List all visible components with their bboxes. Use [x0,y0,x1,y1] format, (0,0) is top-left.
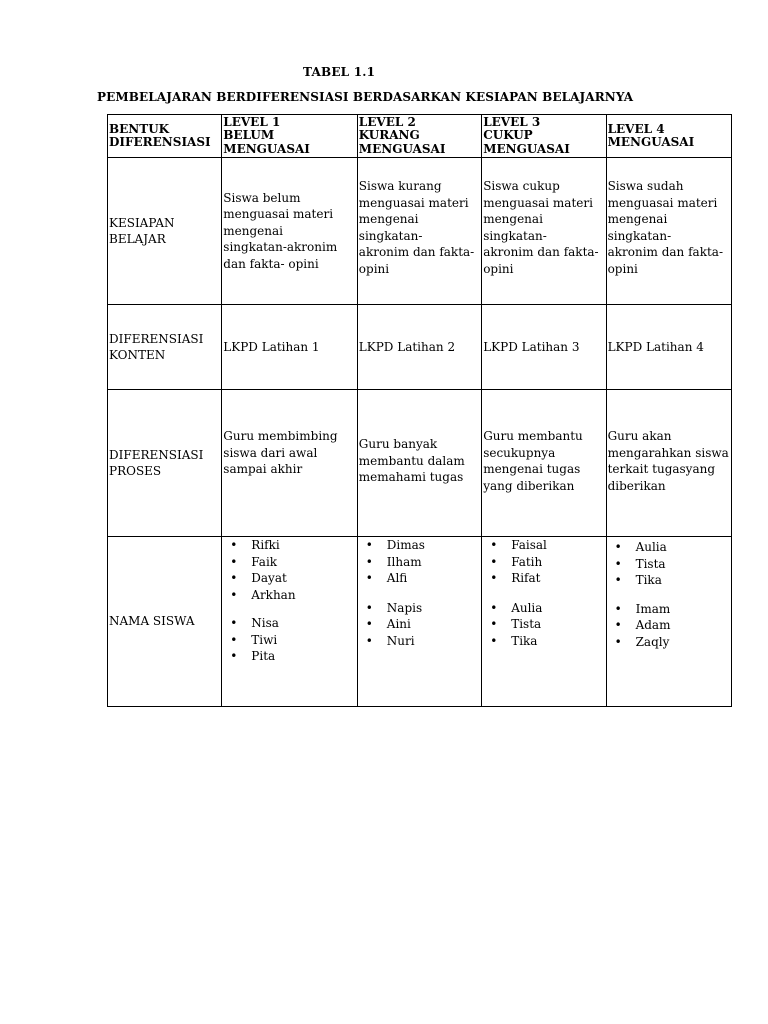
list-item: • Nuri [387,633,480,650]
list-item: • Tista [636,556,730,573]
student-list [359,537,480,587]
cell-proses-level-2 [357,390,481,537]
list-item: • Aulia [511,600,604,617]
row-label-proses [108,390,222,537]
cell-line: LKPD Latihan 4 [607,339,704,354]
header-level-3 [482,115,606,158]
cell-line: opini [607,261,638,276]
list-item: • Ilham [387,554,480,571]
cell-nama-level-1 [222,537,358,707]
header-level-1 [222,115,358,158]
cell-line: menguasai materi [607,195,718,210]
cell-line: menguasai materi [483,195,593,210]
header-text: MENGUASAI [483,141,570,156]
cell-line: LKPD Latihan 1 [223,339,320,354]
cell-line: akronim dan fakta- [358,245,475,259]
cell-line: diberikan [607,478,666,493]
student-list [223,537,356,603]
row-label-kesiapan [108,158,222,305]
cell-line: terkait tugasyang [607,462,716,476]
student-list [608,539,730,589]
cell-kesiapan-level-4 [606,158,731,305]
cell-line: mengenai tugas [483,462,581,476]
cell-line: Guru banyak [358,437,438,451]
list-item: • Rifat [511,570,604,587]
cell-line: sampai akhir [223,462,303,476]
header-text: CUKUP [483,128,533,143]
cell-line: memahami tugas [358,470,464,484]
student-list [608,601,730,651]
cell-line: akronim dan fakta- [607,245,724,259]
cell-kesiapan-level-1 [222,158,358,305]
cell-line: yang diberikan [483,478,575,493]
cell-line: Guru akan [607,429,672,443]
list-item: • Faik [251,554,356,571]
header-text: MENGUASAI [358,141,446,156]
cell-line: singkatan-akronim [223,240,338,255]
cell-line: mengenai [607,212,668,226]
cell-line: siswa dari awal [223,445,318,460]
cell-line: Siswa sudah [607,179,684,193]
row-label-text: KONTEN [109,348,166,362]
cell-line: mengarahkan siswa [607,445,729,460]
cell-nama-level-2 [357,537,481,707]
list-item: • Faisal [511,537,604,554]
list-item: • Adam [636,617,730,634]
table-title: TABEL 1.1 [303,65,376,79]
header-bentuk-diferensiasi [108,115,222,158]
list-item: • Napis [387,600,480,617]
cell-line: singkatan- [358,228,423,243]
header-text: LEVEL 2 [358,114,416,129]
cell-line: secukupnya [483,445,556,460]
header-text: BENTUK [109,121,170,136]
header-text: DIFERENSIASI [109,135,211,149]
list-item: • Rifki [251,537,356,554]
cell-line: singkatan- [607,228,672,243]
list-item: • Tista [511,616,604,633]
cell-nama-level-3 [482,537,606,707]
cell-line: Siswa belum [223,190,301,205]
cell-konten-level-4 [606,305,731,390]
list-item: • Dimas [387,537,480,554]
list-item: • Alfi [387,570,480,587]
cell-nama-level-4 [606,537,731,707]
list-item: • Dayat [251,570,356,587]
header-text: LEVEL 1 [223,114,281,129]
cell-line: Guru membimbing [223,429,338,443]
table-subtitle: PEMBELAJARAN BERDIFERENSIASI BERDASARKAN KESIAPAN BELAJARNYA [97,90,634,104]
header-text: LEVEL 3 [483,114,541,129]
list-item: • Arkhan [251,587,356,604]
cell-line: opini [483,261,514,276]
cell-line: mengenai [223,223,283,238]
list-item: • Fatih [511,554,604,571]
student-list [223,615,356,665]
row-nama-siswa [108,537,732,707]
row-label-text: DIFERENSIASI [109,447,204,462]
row-label-text: KESIAPAN [109,215,175,230]
list-item: • Aini [387,616,480,633]
cell-konten-level-3 [482,305,606,390]
cell-line: Siswa cukup [483,179,560,193]
cell-proses-level-1 [222,390,358,537]
cell-line: Siswa kurang [358,179,442,193]
header-level-2 [357,115,481,158]
student-list [483,537,604,587]
header-level-4 [606,115,731,158]
cell-proses-level-4 [606,390,731,537]
header-text: BELUM [223,128,275,143]
header-text: MENGUASAI [607,135,695,149]
list-item: • Tiwi [251,632,356,649]
row-label-text: PROSES [109,464,162,478]
cell-line: menguasai materi [358,195,469,210]
student-list [359,600,480,650]
list-item: • Tika [636,572,730,589]
list-item: • Pita [251,648,356,665]
row-diferensiasi-konten [108,305,732,390]
row-diferensiasi-proses [108,390,732,537]
row-label-nama [108,537,222,707]
cell-line: akronim dan fakta- [483,245,599,259]
row-kesiapan-belajar [108,158,732,305]
list-item: • Aulia [636,539,730,556]
cell-line: mengenai [483,212,543,226]
cell-konten-level-2 [357,305,481,390]
cell-line: mengenai [358,212,419,226]
row-label-konten [108,305,222,390]
cell-konten-level-1 [222,305,358,390]
list-item: • Nisa [251,615,356,632]
cell-line: singkatan- [483,228,547,243]
cell-line: Guru membantu [483,429,583,443]
cell-line: membantu dalam [358,453,465,468]
student-list [483,600,604,650]
list-item: • Zaqly [636,634,730,651]
cell-line: dan fakta- opini [223,256,319,271]
row-label-text: DIFERENSIASI [109,331,204,346]
cell-kesiapan-level-3 [482,158,606,305]
cell-line: LKPD Latihan 2 [358,339,456,354]
differentiation-table [107,114,732,707]
row-label-text: BELAJAR [109,232,166,246]
header-row [108,115,732,158]
cell-line: menguasai materi [223,207,334,222]
cell-line: opini [358,261,390,276]
cell-kesiapan-level-2 [357,158,481,305]
list-item: • Imam [636,601,730,618]
header-text: LEVEL 4 [607,121,665,136]
row-label-text: NAMA SISWA [109,614,195,629]
cell-line: LKPD Latihan 3 [483,339,580,354]
header-text: MENGUASAI [223,141,310,156]
list-item: • Tika [511,633,604,650]
cell-proses-level-3 [482,390,606,537]
header-text: KURANG [358,128,420,143]
